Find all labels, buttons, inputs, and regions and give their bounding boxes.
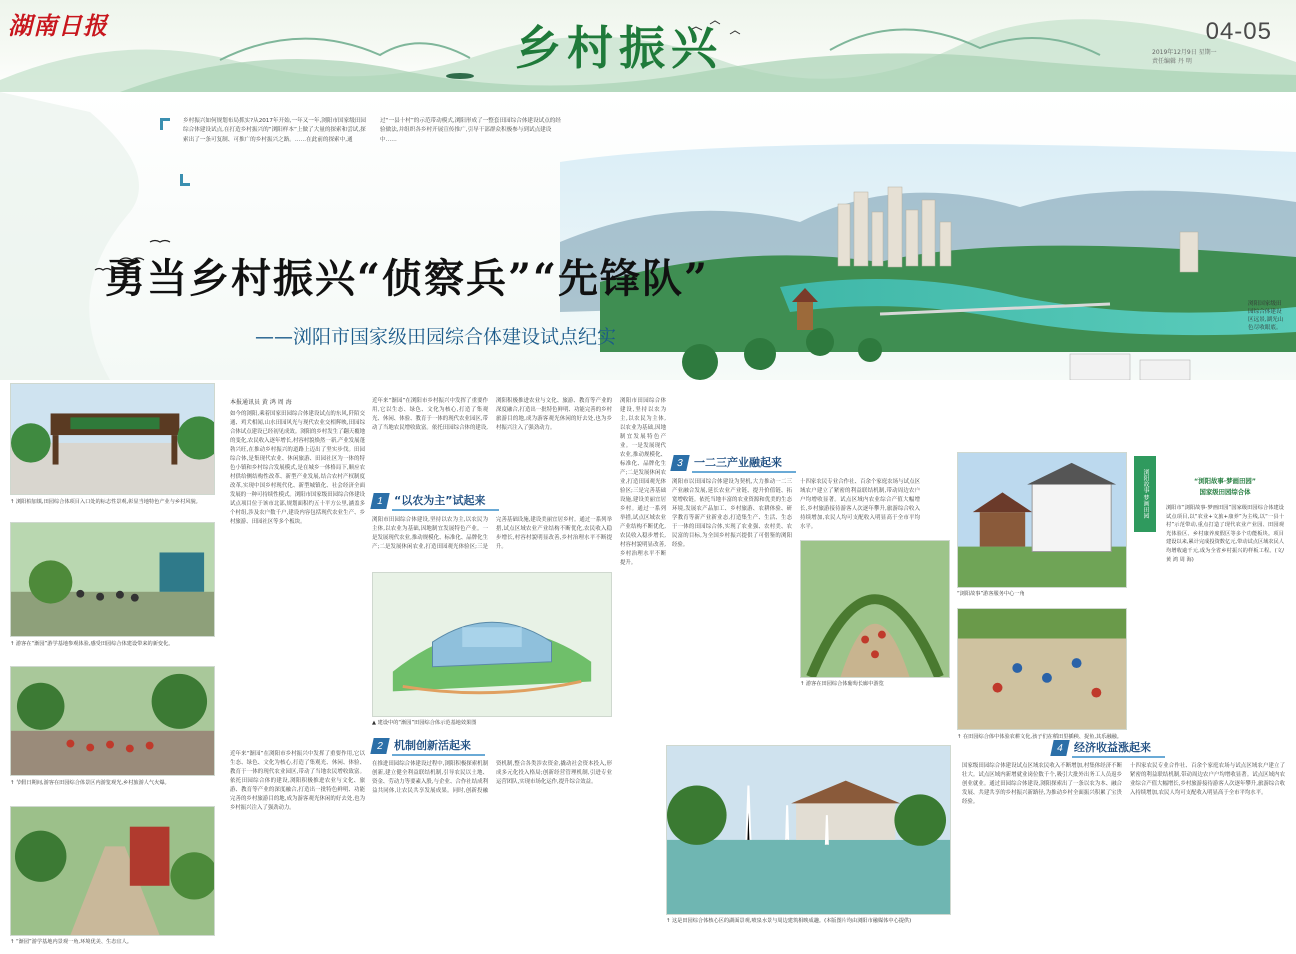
photo-visitors-garden [10,522,215,637]
section-heading-3 [672,455,796,471]
photo-rice-paddy-kids [957,608,1127,730]
photo-image [373,573,611,716]
section-title-text: 机制创新活起来 [392,737,485,756]
caption-lake-fountain: ↑ 这是田园综合体核心区的湖面景观,喷泉水景与周边建筑相映成趣。(本版图片均由浏阳市融媒体中心提供) [666,918,912,924]
photo-garden-path [10,806,215,936]
section-heading-2 [372,738,485,754]
sub-headline: ——浏阳市国家级田园综合体建设试点纪实 [255,326,617,348]
column-7: 国家级田园综合体建设试点区域农民收入不断增加,村集体经济不断壮大。试点区域内新增就业岗位数千个,吸引大批外出务工人员返乡创业就业。通过田园综合体建设,浏阳探索出了一条以农为本、融合发展、共建共享的乡村振兴新路径,为推动乡村全面振兴积累了宝贵经验。 [962,763,1122,805]
page-date: 2019年12月9日 星期一 [1152,49,1217,56]
caption-tour-crowd: ↑ 节假日期间,游客在田园综合体景区内游览观光,乡村旅游人气火爆。 [10,780,170,786]
column-5: 浏阳市以田园综合体建设为契机,大力推动一二三产业融合发展,延长农业产业链、提升价值链、拓宽增收链。依托当地丰富的农业资源和优美的生态环境,发展农产品加工、乡村旅游、农耕体验、研学教育等新产业新业态,打造集生产、生活、生态于一体的田园综合体,实现了农业强、农村美、农民富的目标,为全国乡村振兴提供了可借鉴的浏阳经验。 [672,479,792,548]
photo-image [958,453,1126,587]
section-title-text: 经济收益涨起来 [1072,739,1165,758]
side-panel-title-1: “浏阳故事·梦画田园” [1194,477,1256,485]
photo-image [11,667,214,775]
section-heading-1 [372,493,499,509]
section-number: 3 [670,455,689,471]
photo-image [667,746,950,914]
page-meta [1152,48,1272,66]
photo-image [11,807,214,935]
column-4: 在推进田园综合体建设过程中,浏阳积极探索机制创新,建立健全利益联结机制,引导农民以土地、资金、劳动力等要素入股,与企业、合作社结成利益共同体,让农民共享发展成果。同时,创新投融资机制,整合各类涉农资金,撬动社会资本投入,形成多元化投入格局;创新经营管理机制,引进专业运营团队,实现市场化运作,提升综合效益。 [372,761,612,794]
section-number: 1 [370,493,389,509]
photo-image [801,541,949,677]
intro-bracket-close [180,174,190,186]
intro-bracket-open [160,118,170,130]
side-panel-title-2: 国家级田园综合体 [1199,488,1251,496]
section-title-text: “以农为主”试起来 [392,492,499,511]
newspaper-logo: 湖南日报 [8,11,108,40]
photo-vine-tunnel [800,540,950,678]
caption-vine-tunnel: ↑ 游客在田园综合体葡萄长廊中游览 [800,681,884,687]
caption-village-gate: ↑ 浏阳柏加镇,田园综合体项目入口处的标志性景观,彰显当地特色产业与乡村风貌。 [10,499,201,505]
byline: 本报通讯员 黄 鸿 周 海 [230,399,292,406]
masthead [0,0,1296,92]
column-1b: 近年来“渐园”在浏阳市乡村振兴中发挥了重要作用,它以生态、绿色、文化为核心,打造了集观光、休闲、体验、教育于一体的现代农业园区,带动了当地农民增收致富。依托田园综合体的建设,浏阳积极推进农业与文化、旅游、教育等产业的深度融合,打造出一批特色鲜明、功能完善的乡村旅游目的地,成为游客观光休闲的好去处,也为乡村振兴注入了强劲动力。 [230,751,365,811]
side-panel-text: 浏阳市“浏阳故事·梦画田园”国家级田园综合体建设试点项目,以“农业+文旅+康养”为主线,以“一县十村”示范带动,重点打造了现代农业产业园、田园观光体验区、乡村康养度假区等多个功能板块。项目建设以来,累计完成投资数亿元,带动试点区域农民人均增收逾千元,成为全省乡村振兴的样板工程。(文/黄 鸿 周 海) [1166,505,1284,563]
headline-quote1: “侦察兵” [357,255,534,302]
photo-white-house-pavilion [957,452,1127,588]
column-2: 近年来“渐园”在浏阳市乡村振兴中发挥了重要作用,它以生态、绿色、文化为核心,打造了集观光、休闲、体验、教育于一体的现代农业园区,带动了当地农民增收致富。依托田园综合体的建设,浏阳积极推进农业与文化、旅游、教育等产业的深度融合,打造出一批特色鲜明、功能完善的乡村旅游目的地,成为游客观光休闲的好去处,也为乡村振兴注入了强劲动力。 [372,398,612,431]
page-editor: 责任编辑 丹 明 [1152,58,1192,65]
section-heading-4 [1052,740,1165,756]
photo-tour-crowd [10,666,215,776]
hero-caption: 浏阳国家级田园综合体建设区远景,湖光山色尽收眼底。 [1248,301,1284,331]
column-3: 浏阳市田园综合体建设,坚持以农为主,以农民为主体,以农业为基础,因地制宜发展特色产业。一是发展现代农业,推动规模化、标准化、品牌化生产;二是发展休闲农业,打造田园观光体验区;三是完善基础设施,建设美丽宜居乡村。通过一系列举措,试点区域农业产业结构不断优化,农民收入稳步增长,村容村貌明显改善,乡村治理水平不断提升。 [372,517,612,550]
caption-greenhouse-rendering: ▲ 建设中的“渐园”田园综合体示范基地效果图 [372,720,477,726]
section-number: 4 [1050,740,1069,756]
section-title: 乡村振兴 [515,21,723,75]
column-1: 如今的浏阳,乘着国家田园综合体建设试点的东风,阡陌交通、鸡犬相闻,山水田园风光与现代农业交相辉映,田园综合体试点建设已经初见成效。浏阳的乡村发生了翻天覆地的变化,农民收入逐年增长,村容村貌焕然一新,产业发展蓬勃兴旺,在推动乡村振兴的道路上迈出了坚实步伐。田园综合体,是集现代农业、休闲旅游、田园社区为一体的特色小镇和乡村综合发展模式,是在城乡一体格局下,顺应农村供给侧结构性改革、新型产业发展,结合农村产权制度改革,实现中国乡村现代化、新型城镇化、社会经济全面发展的一种可持续性模式。浏阳市国家级田园综合体建设试点项目位于该市北部,规划面积约五十平方公里,涵盖多个村组,涉及农户数千户,建设内容包括现代农业生产、乡村旅游、田园社区等多个板块。 [230,411,365,525]
page-numbers: 04-05 [1205,18,1272,45]
photo-image [958,609,1126,729]
photo-lake-fountain [666,745,951,915]
intro-paragraph: 乡村振兴如何规划布局抓实?从2017年开始,一年又一年,浏阳市国家级田园综合体建设试点,在打造乡村振兴的“浏阳样本”上做了大量的探索和尝试,探索出了一条可复制、可推广的乡村振兴之路。……在此前的探索中,通过“一县十村”的示范带动模式,浏阳形成了一整套田园综合体建设试点的经验做法,并组织各乡村开展宣传推广,引导干部群众积极参与到试点建设中…… [183,118,561,143]
main-headline [105,247,709,304]
photo-greenhouse-rendering [372,572,612,717]
headline-part1: 勇当乡村振兴 [105,255,357,302]
caption-visitors-garden: ↑ 游客在“渐园”游学基地参观体验,感受田园综合体建设带来的新变化。 [10,641,174,647]
caption-white-house: “浏阳故事”游客服务中心一角 [957,591,1025,597]
photo-image [11,384,214,494]
column-8: 十四家农民专业合作社、百余个家庭农场与试点区域农户建立了紧密的利益联结机制,带动周边农户户均增收显著。试点区域内农业综合产值大幅增长,乡村旅游接待游客人次逐年攀升,旅游综合收入持续增加,农民人均可支配收入明显高于全市平均水平。 [1130,763,1285,796]
side-vertical-tag: 浏阳故事 梦画田园 [1134,456,1156,532]
section-title-text: 一二三产业融起来 [692,454,796,473]
column-5a: 浏阳市田园综合体建设,坚持以农为主,以农民为主体,以农业为基础,因地制宜发展特色产业。一是发展现代农业,推动规模化、标准化、品牌化生产;二是发展休闲农业,打造田园观光体验区;三是完善基础设施,建设美丽宜居乡村。通过一系列举措,试点区域农业产业结构不断优化,农民收入稳步增长,村容村貌明显改善,乡村治理水平不断提升。 [620,398,666,566]
photo-image [11,523,214,636]
photo-village-gate [10,383,215,495]
caption-garden-path: ↑ “渐园”游学基地内景观一角,环境优美、生态宜人。 [10,939,132,945]
column-6: 十四家农民专业合作社、百余个家庭农场与试点区域农户建立了紧密的利益联结机制,带动周边农户户均增收显著。试点区域内农业综合产值大幅增长,乡村旅游接待游客人次逐年攀升,旅游综合收入持续增加,农民人均可支配收入明显高于全市平均水平。 [800,479,920,530]
headline-quote2: “先锋队” [533,255,710,302]
hero-section [0,92,1296,380]
side-panel [1166,476,1284,746]
section-number: 2 [370,738,389,754]
caption-rice-paddy: ↑ 在田园综合体中体验农耕文化,孩子们在稻田里插秧、捉鱼,其乐融融。 [957,734,1122,740]
